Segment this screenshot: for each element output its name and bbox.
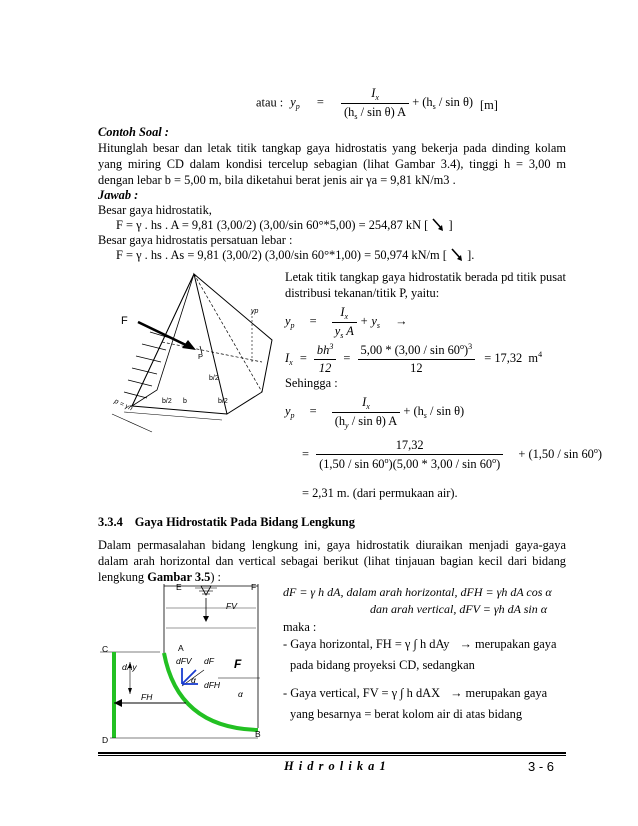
fig1-label-yp: yp <box>251 308 259 315</box>
right-intro: Letak titik tangkap gaya hidrostatik berada pd titik pusat distribusi tekanan/titik P, yaitu: <box>285 270 566 300</box>
fig2-label-C: C <box>102 644 109 654</box>
formula-ix: $I_x$ = $\frac{bh^3}{12}$ = $\frac{5,00 * (3,00 / \sin 60^o)^3}{12}$ = 17,32 $m^4$ <box>285 342 543 375</box>
diagonal-arrow-icon <box>431 218 445 232</box>
curved-line7: yang besarnya = berat kolom air di atas bidang <box>290 707 523 721</box>
formula-yp2: $y_p$ = $\frac{I_x}{(h_y / \sin \theta) A}$ + ($h_s$ / sin θ) <box>285 395 465 430</box>
formula-lhs: $y_p$ <box>290 95 300 112</box>
curved-line6: - Gaya vertical, FV = γ ∫ h dAX → merupakan gaya <box>283 686 548 700</box>
fig2-label-FH: FH <box>141 692 153 702</box>
fig2-label-alpha2: α <box>238 689 243 699</box>
fig2-label-dF: dF <box>204 656 214 666</box>
example-heading: Contoh Soal : <box>98 125 169 139</box>
fig2-label-dFV: dFV <box>176 656 192 666</box>
fig2-label-Fbig: F <box>234 657 242 671</box>
curved-line4: - Gaya horizontal, FH = γ ∫ h dAy → merupakan gaya <box>283 637 557 651</box>
fig2-label-D: D <box>102 735 109 745</box>
fig1-label-F: F <box>121 315 128 327</box>
formula-eq: = <box>316 95 324 110</box>
answer-line2: F = γ . hs . A = 9,81 (3,00/2) (3,00/sin 60°*5,00) = 254,87 kN [ ] <box>116 218 453 232</box>
formula-prefix: atau : <box>256 95 284 110</box>
answer-heading: Jawab : <box>98 188 139 202</box>
formula-plus: + ($h_s$ / sin θ) <box>412 95 474 112</box>
fig1-label-P: P <box>198 352 204 361</box>
footer-page-number: 3 - 6 <box>528 759 555 774</box>
footer-title: H i d r o l i k a 1 <box>284 759 387 773</box>
inclined-wall-figure <box>102 262 280 452</box>
fig2-label-alpha1: α <box>191 675 196 685</box>
fig2-label-dAy: dAy <box>122 662 137 672</box>
fig2-label-dFH: dFH <box>204 680 221 690</box>
curved-line1: dF = γ h dA, dalam arah horizontal, dFH = γh dA cos α <box>283 585 552 599</box>
formula-yp3: = $\frac{17,32}{(1,50 / \sin 60^o)(5,00 * 3,00 / \sin 60^o)}$ + (1,50 / sin 60$^o$) <box>302 438 602 471</box>
curved-line3: maka : <box>283 620 317 634</box>
fig1-label-b: b <box>183 398 187 405</box>
formula-yp-top <box>256 86 473 121</box>
fig2-label-FV: FV <box>226 601 237 611</box>
curved-line5: pada bidang proyeksi CD, sedangkan <box>290 658 475 672</box>
sehingga-label: Sehingga : <box>285 376 338 390</box>
fig1-label-b2a: b/2 <box>209 375 219 382</box>
footer-rule-thick <box>98 752 566 754</box>
answer-line1: Besar gaya hidrostatik, <box>98 203 212 217</box>
fig1-label-b2b: b/2 <box>218 398 228 405</box>
formula-result: = 2,31 m. (dari permukaan air). <box>302 486 458 500</box>
formula-yp1: $y_p$ = $\frac{I_x}{y_s A}$ + $y_s$ → <box>285 305 408 340</box>
section-body: Dalam permasalahan bidang lengkung ini, gaya hidrostatik diuraikan menjadi gaya-gaya dalam arah horizontal dan vertical sebagai berikut (lihat tinjauan bagian kecil dari bidang lengkung Gambar 3.5) : <box>98 538 566 584</box>
diagonal-arrow-icon <box>450 248 464 262</box>
fig2-label-A: A <box>178 643 184 653</box>
fig1-label-gh: p = γh <box>113 398 134 413</box>
answer-line4: F = γ . hs . As = 9,81 (3,00/2) (3,00/sin 60°*1,00) = 50,974 kN/m [ ]. <box>116 248 475 262</box>
fig2-label-F: F <box>251 582 257 592</box>
fig2-label-E: E <box>176 582 182 592</box>
example-body: Hitunglah besar dan letak titik tangkap gaya hidrostatis yang bekerja pada dinding kolam yang miring CD dalam kondisi tercelup sebagian (lihat Gambar 3.4), tinggi h = 3,00 m dengan lebar b = 5,00 m, bila diketahui berat jenis air γa = 9,81 kN/m3 . <box>98 141 566 187</box>
fig1-label-b2c: b/2 <box>162 398 172 405</box>
curved-line2: dan arah vertical, dFV = γh dA sin α <box>370 602 548 616</box>
section-heading: 3.3.4 Gaya Hidrostatik Pada Bidang Lengkung <box>98 515 355 529</box>
answer-line3: Besar gaya hidrostatis persatuan lebar : <box>98 233 293 247</box>
fig2-label-B: B <box>255 729 261 739</box>
formula-fraction: $\frac{I_x}{(h_s / \sin \theta) A}$ <box>341 86 409 121</box>
footer-rule-thin <box>98 755 566 756</box>
formula-unit: [m] <box>480 98 498 112</box>
